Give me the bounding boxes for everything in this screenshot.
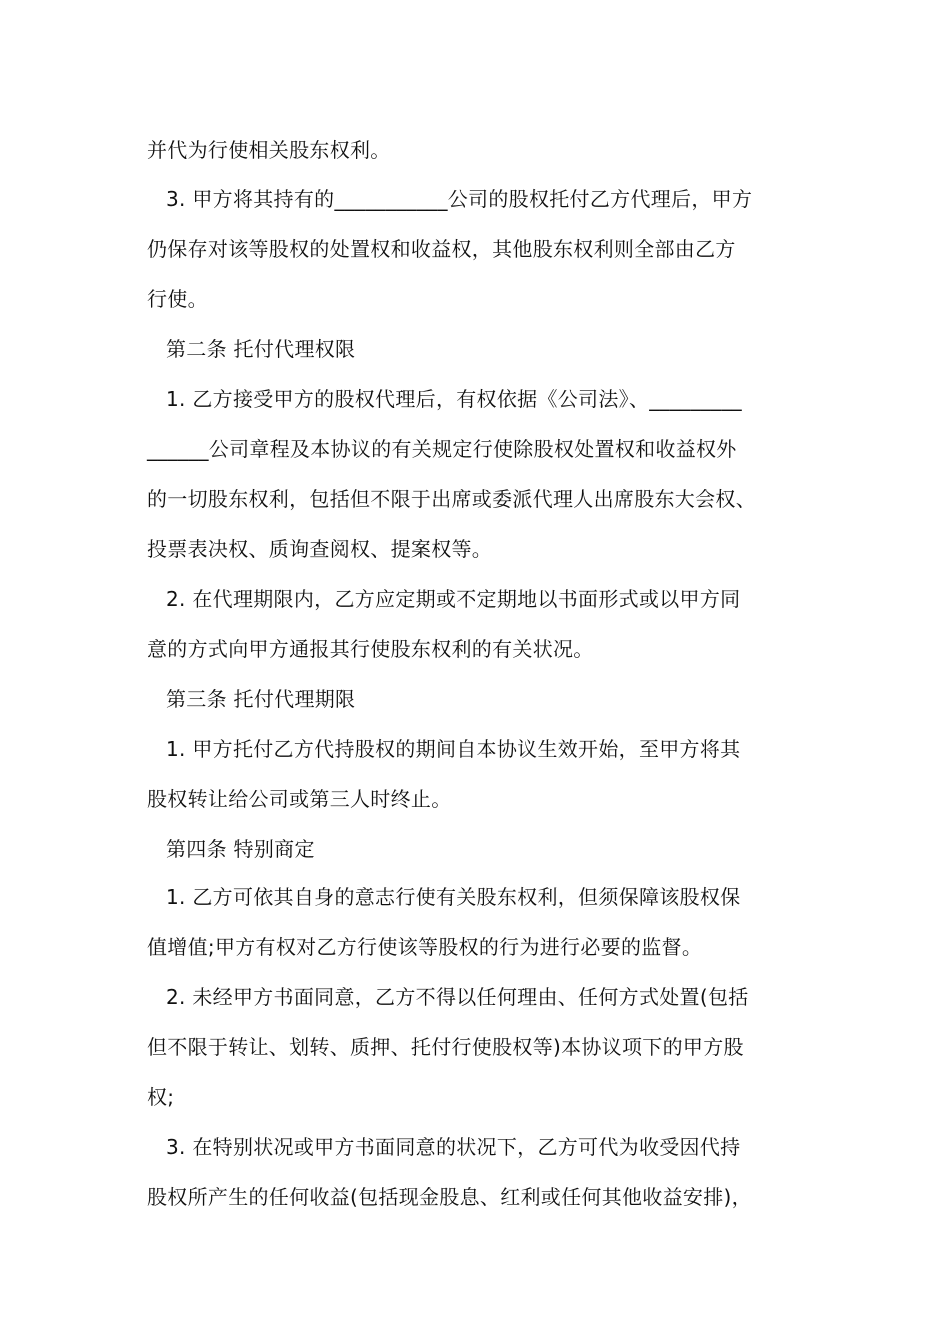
text-line: 2. 在代理期限内，乙方应定期或不定期地以书面形式或以甲方同 [166,587,741,611]
text-line: 权; [147,1085,175,1109]
text-line: 仍保存对该等股权的处置权和收益权，其他股东权利则全部由乙方 [147,237,736,261]
text-line: 并代为行使相关股东权利。 [147,138,391,162]
text-line: 股权所产生的任何收益(包括现金股息、红利或任何其他收益安排)， [147,1185,752,1209]
text-line: 股权转让给公司或第三人时终止。 [147,787,452,811]
text-line: 1. 甲方托付乙方代持股权的期间自本协议生效开始，至甲方将其 [166,737,741,761]
section-heading: 第二条 托付代理权限 [166,337,356,361]
text-line: 行使。 [147,287,208,311]
text-line: 投票表决权、质询查阅权、提案权等。 [147,537,493,561]
text-line: 但不限于转让、划转、质押、托付行使股权等)本协议项下的甲方股 [147,1035,744,1059]
text-line: ______公司章程及本协议的有关规定行使除股权处置权和收益权外 [147,437,737,461]
section-heading: 第三条 托付代理期限 [166,687,356,711]
text-line: 3. 甲方将其持有的___________公司的股权托付乙方代理后，甲方 [166,187,753,211]
text-line: 的一切股东权利，包括但不限于出席或委派代理人出席股东大会权、 [147,487,756,511]
text-line: 2. 未经甲方书面同意，乙方不得以任何理由、任何方式处置(包括 [166,985,749,1009]
text-line: 1. 乙方可依其自身的意志行使有关股东权利，但须保障该股权保 [166,885,741,909]
section-heading: 第四条 特别商定 [166,837,315,861]
text-line: 1. 乙方接受甲方的股权代理后，有权依据《公司法》、_________ [166,387,742,411]
text-line: 值增值;甲方有权对乙方行使该等股权的行为进行必要的监督。 [147,935,703,959]
text-line: 3. 在特别状况或甲方书面同意的状况下，乙方可代为收受因代持 [166,1135,741,1159]
text-line: 意的方式向甲方通报其行使股东权利的有关状况。 [147,637,594,661]
